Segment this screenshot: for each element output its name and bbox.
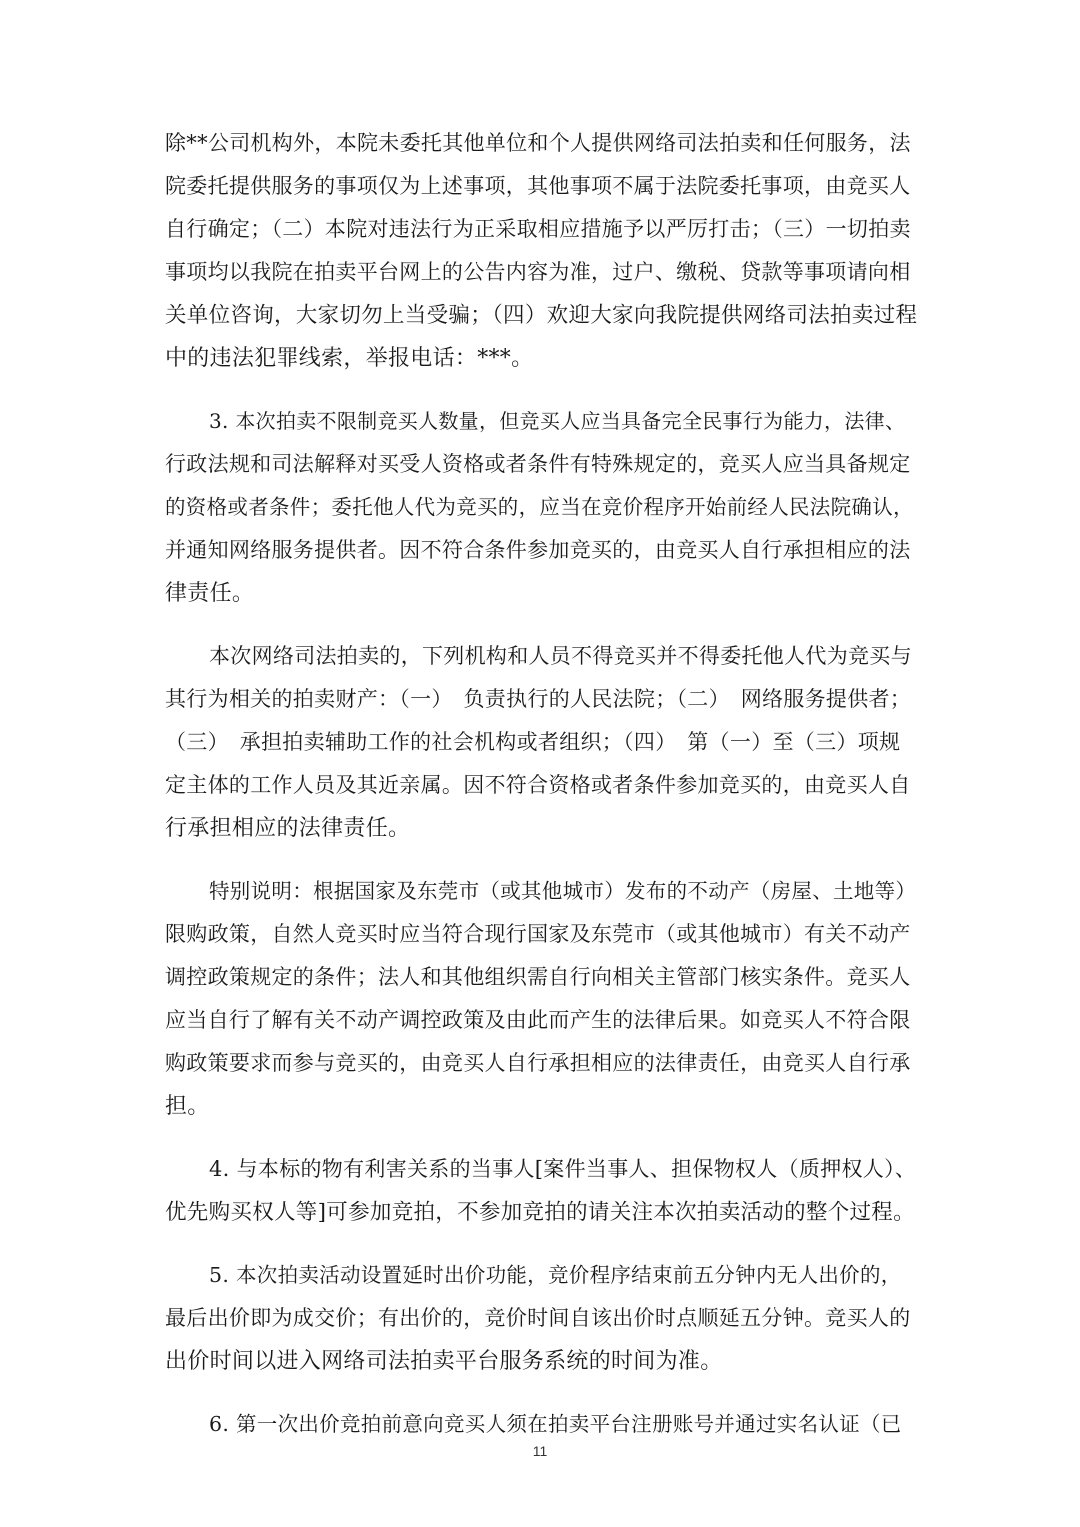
paragraph-restrictions	[165, 635, 917, 850]
text-line: 自行确定；（二）本院对违法行为正采取相应措施予以严厉打击；（三）一切拍卖	[165, 217, 911, 241]
text-line: 行承担相应的法律责任。	[165, 816, 411, 841]
text-line: 律责任。	[165, 581, 255, 606]
paragraph-special-note	[165, 870, 917, 1128]
text-line: 6. 第一次出价竞拍前意向竞买人须在拍卖平台注册账号并通过实名认证（已	[209, 1412, 902, 1436]
paragraph-item-4	[165, 1148, 917, 1234]
text-line: 应当自行了解有关不动产调控政策及由此而产生的法律后果。如竞买人不符合限	[165, 1008, 911, 1032]
text-line: 3. 本次拍卖不限制竞买人数量，但竞买人应当具备完全民事行为能力，法律、	[209, 409, 906, 433]
paragraph-item-5	[165, 1254, 917, 1383]
text-line: 院委托提供服务的事项仅为上述事项，其他事项不属于法院委托事项，由竞买人	[165, 174, 911, 198]
text-line: 事项均以我院在拍卖平台网上的公告内容为准，过户、缴税、贷款等事项请向相	[165, 260, 911, 284]
text-line: 并通知网络服务提供者。因不符合条件参加竞买的，由竞买人自行承担相应的法	[165, 538, 911, 562]
text-line: 特别说明：根据国家及东莞市（或其他城市）发布的不动产（房屋、土地等）	[209, 879, 917, 903]
text-line: 的资格或者条件；委托他人代为竞买的，应当在竞价程序开始前经人民法院确认，	[165, 495, 914, 519]
text-line: 除**公司机构外，本院未委托其他单位和个人提供网络司法拍卖和任何服务，法	[165, 131, 911, 155]
paragraph-item-6	[165, 1403, 917, 1446]
page-number: 11	[532, 1443, 548, 1459]
text-line: 本次网络司法拍卖的，下列机构和人员不得竞买并不得委托他人代为竞买与	[209, 644, 912, 668]
text-line: 4. 与本标的物有利害关系的当事人[案件当事人、担保物权人（质押权人）、	[209, 1157, 917, 1181]
text-line: 优先购买权人等]可参加竞拍，不参加竞拍的请关注本次拍卖活动的整个过程。	[165, 1200, 915, 1225]
text-line: 行政法规和司法解释对买受人资格或者条件有特殊规定的，竞买人应当具备规定	[165, 452, 911, 476]
text-line: 定主体的工作人员及其近亲属。因不符合资格或者条件参加竞买的，由竞买人自	[165, 773, 911, 797]
text-line: 其行为相关的拍卖财产：（一） 负责执行的人民法院；（二） 网络服务提供者；	[165, 687, 912, 711]
text-line: 出价时间以进入网络司法拍卖平台服务系统的时间为准。	[165, 1349, 723, 1374]
text-line: 购政策要求而参与竞买的，由竞买人自行承担相应的法律责任，由竞买人自行承	[165, 1051, 911, 1075]
text-line: 关单位咨询，大家切勿上当受骗；（四）欢迎大家向我院提供网络司法拍卖过程	[165, 303, 918, 328]
text-line: 中的违法犯罪线索，举报电话：***。	[165, 346, 534, 371]
text-line: （三） 承担拍卖辅助工作的社会机构或者组织；（四） 第（一）至（三）项规	[165, 730, 901, 754]
paragraph-continuation	[165, 122, 917, 380]
text-line: 5. 本次拍卖活动设置延时出价功能，竞价程序结束前五分钟内无人出价的，	[209, 1263, 902, 1287]
text-line: 调控政策规定的条件；法人和其他组织需自行向相关主管部门核实条件。竞买人	[165, 965, 911, 989]
text-line: 最后出价即为成交价；有出价的，竞价时间自该出价时点顺延五分钟。竞买人的	[165, 1306, 911, 1330]
text-line: 担。	[165, 1094, 210, 1119]
document-page	[165, 122, 917, 1466]
paragraph-item-3	[165, 400, 917, 615]
text-line: 限购政策，自然人竞买时应当符合现行国家及东莞市（或其他城市）有关不动产	[165, 922, 911, 946]
